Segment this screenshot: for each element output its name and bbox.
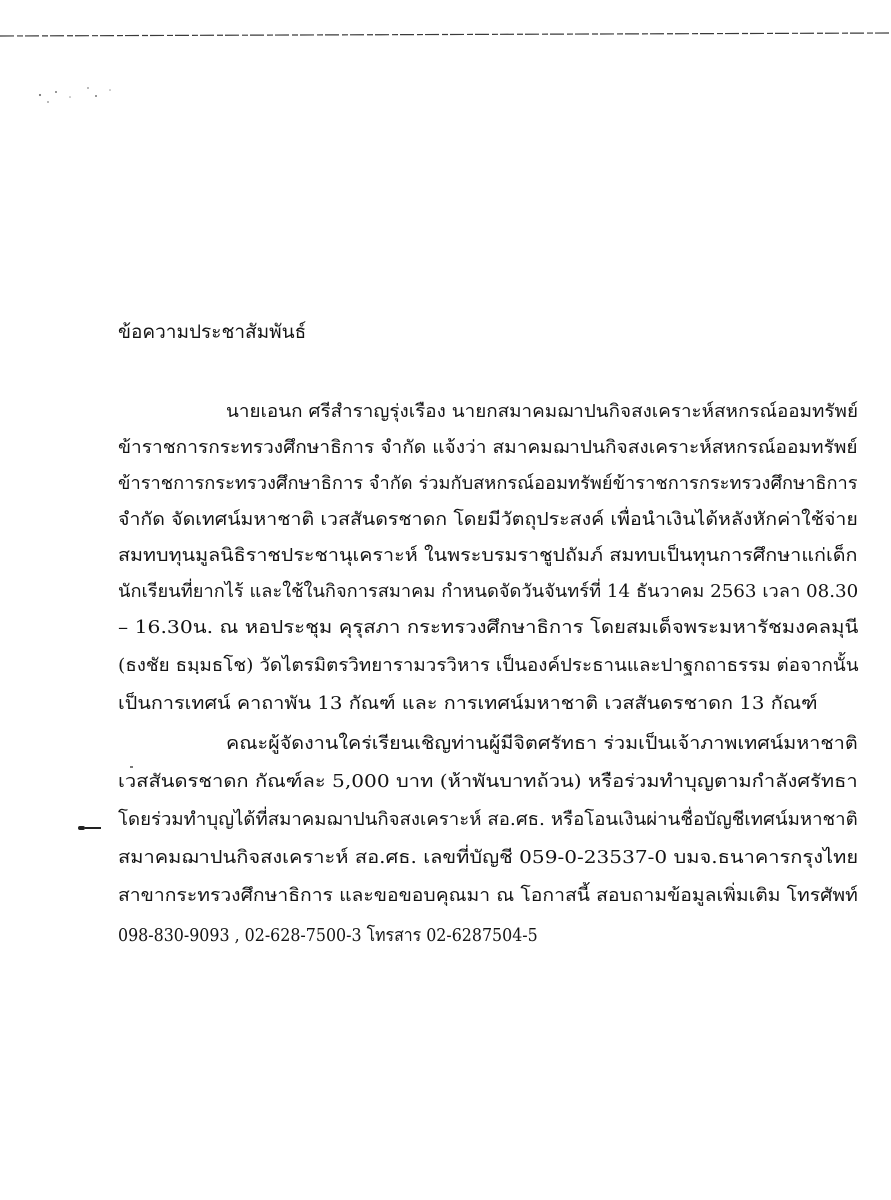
scan-mark: [130, 766, 133, 768]
paragraph1-line: ข้าราชการกระทรวงศึกษาธิการ จำกัด ร่วมกับสหกรณ์ออมทรัพย์ข้าราชการกระทรวงศึกษาธิการ: [118, 473, 858, 494]
paragraph2-line: คณะผู้จัดงานใคร่เรียนเชิญท่านผู้มีจิตศรัทธา ร่วมเป็นเจ้าภาพเทศน์มหาชาติ: [226, 733, 858, 754]
paragraph2-line: เวสสันดรชาดก กัณฑ์ละ 5,000 บาท (ห้าพันบาทถ้วน) หรือร่วมทำบุญตามกำลังศรัทธา: [118, 771, 858, 792]
document-title: ข้อความประชาสัมพันธ์: [118, 321, 307, 343]
paragraph2-line: สมาคมฌาปนกิจสงเคราะห์ สอ.ศธ. เลขที่บัญชี 059-0-23537-0 บมจ.ธนาคารกรุงไทย: [118, 847, 859, 868]
scan-edge-line: [0, 30, 891, 40]
paragraph1-line: นักเรียนที่ยากไร้ และใช้ในกิจการสมาคม กำหนดจัดวันจันทร์ที่ 14 ธันวาคม 2563 เวลา 08.30: [118, 581, 859, 602]
paragraph1-line: – 16.30น. ณ หอประชุม คุรุสภา กระทรวงศึกษาธิการ โดยสมเด็จพระมหารัชมงคลมุนี: [118, 617, 859, 638]
scan-mark: [85, 827, 101, 829]
paragraph1-line: นายเอนก ศรีสำราญรุ่งเรือง นายกสมาคมฌาปนกิจสงเคราะห์สหกรณ์ออมทรัพย์: [226, 401, 858, 422]
paragraph2-line: สาขากระทรวงศึกษาธิการ และขอขอบคุณมา ณ โอกาสนี้ สอบถามข้อมูลเพิ่มเติม โทรศัพท์: [118, 885, 858, 906]
paragraph2-line: 098-830-9093 , 02-628-7500-3 โทรสาร 02-6287504-5: [118, 925, 538, 946]
scan-specks: [30, 75, 120, 115]
paragraph1-line: จำกัด จัดเทศน์มหาชาติ เวสสันดรชาดก โดยมีวัตถุประสงค์ เพื่อนำเงินได้หลังหักค่าใช้จ่าย: [118, 509, 858, 530]
paragraph1-line: เป็นการเทศน์ คาถาพัน 13 กัณฑ์ และ การเทศน์มหาชาติ เวสสันดรชาดก 13 กัณฑ์: [118, 693, 818, 714]
paragraph1-line: ข้าราชการกระทรวงศึกษาธิการ จำกัด แจ้งว่า สมาคมฌาปนกิจสงเคราะห์สหกรณ์ออมทรัพย์: [118, 437, 858, 458]
paragraph2-line: โดยร่วมทำบุญได้ที่สมาคมฌาปนกิจสงเคราะห์ สอ.ศธ. หรือโอนเงินผ่านชื่อบัญชีเทศน์มหาชาติ: [118, 809, 858, 830]
scan-mark: [78, 826, 85, 830]
paragraph1-line: (ธงชัย ธมฺมธโช) วัดไตรมิตรวิทยารามวรวิหาร เป็นองค์ประธานและปาฐกถาธรรม ต่อจากนั้น: [118, 655, 859, 676]
paragraph1-line: สมทบทุนมูลนิธิราชประชานุเคราะห์ ในพระบรมราชูปถัมภ์ สมทบเป็นทุนการศึกษาแก่เด็ก: [118, 545, 858, 566]
